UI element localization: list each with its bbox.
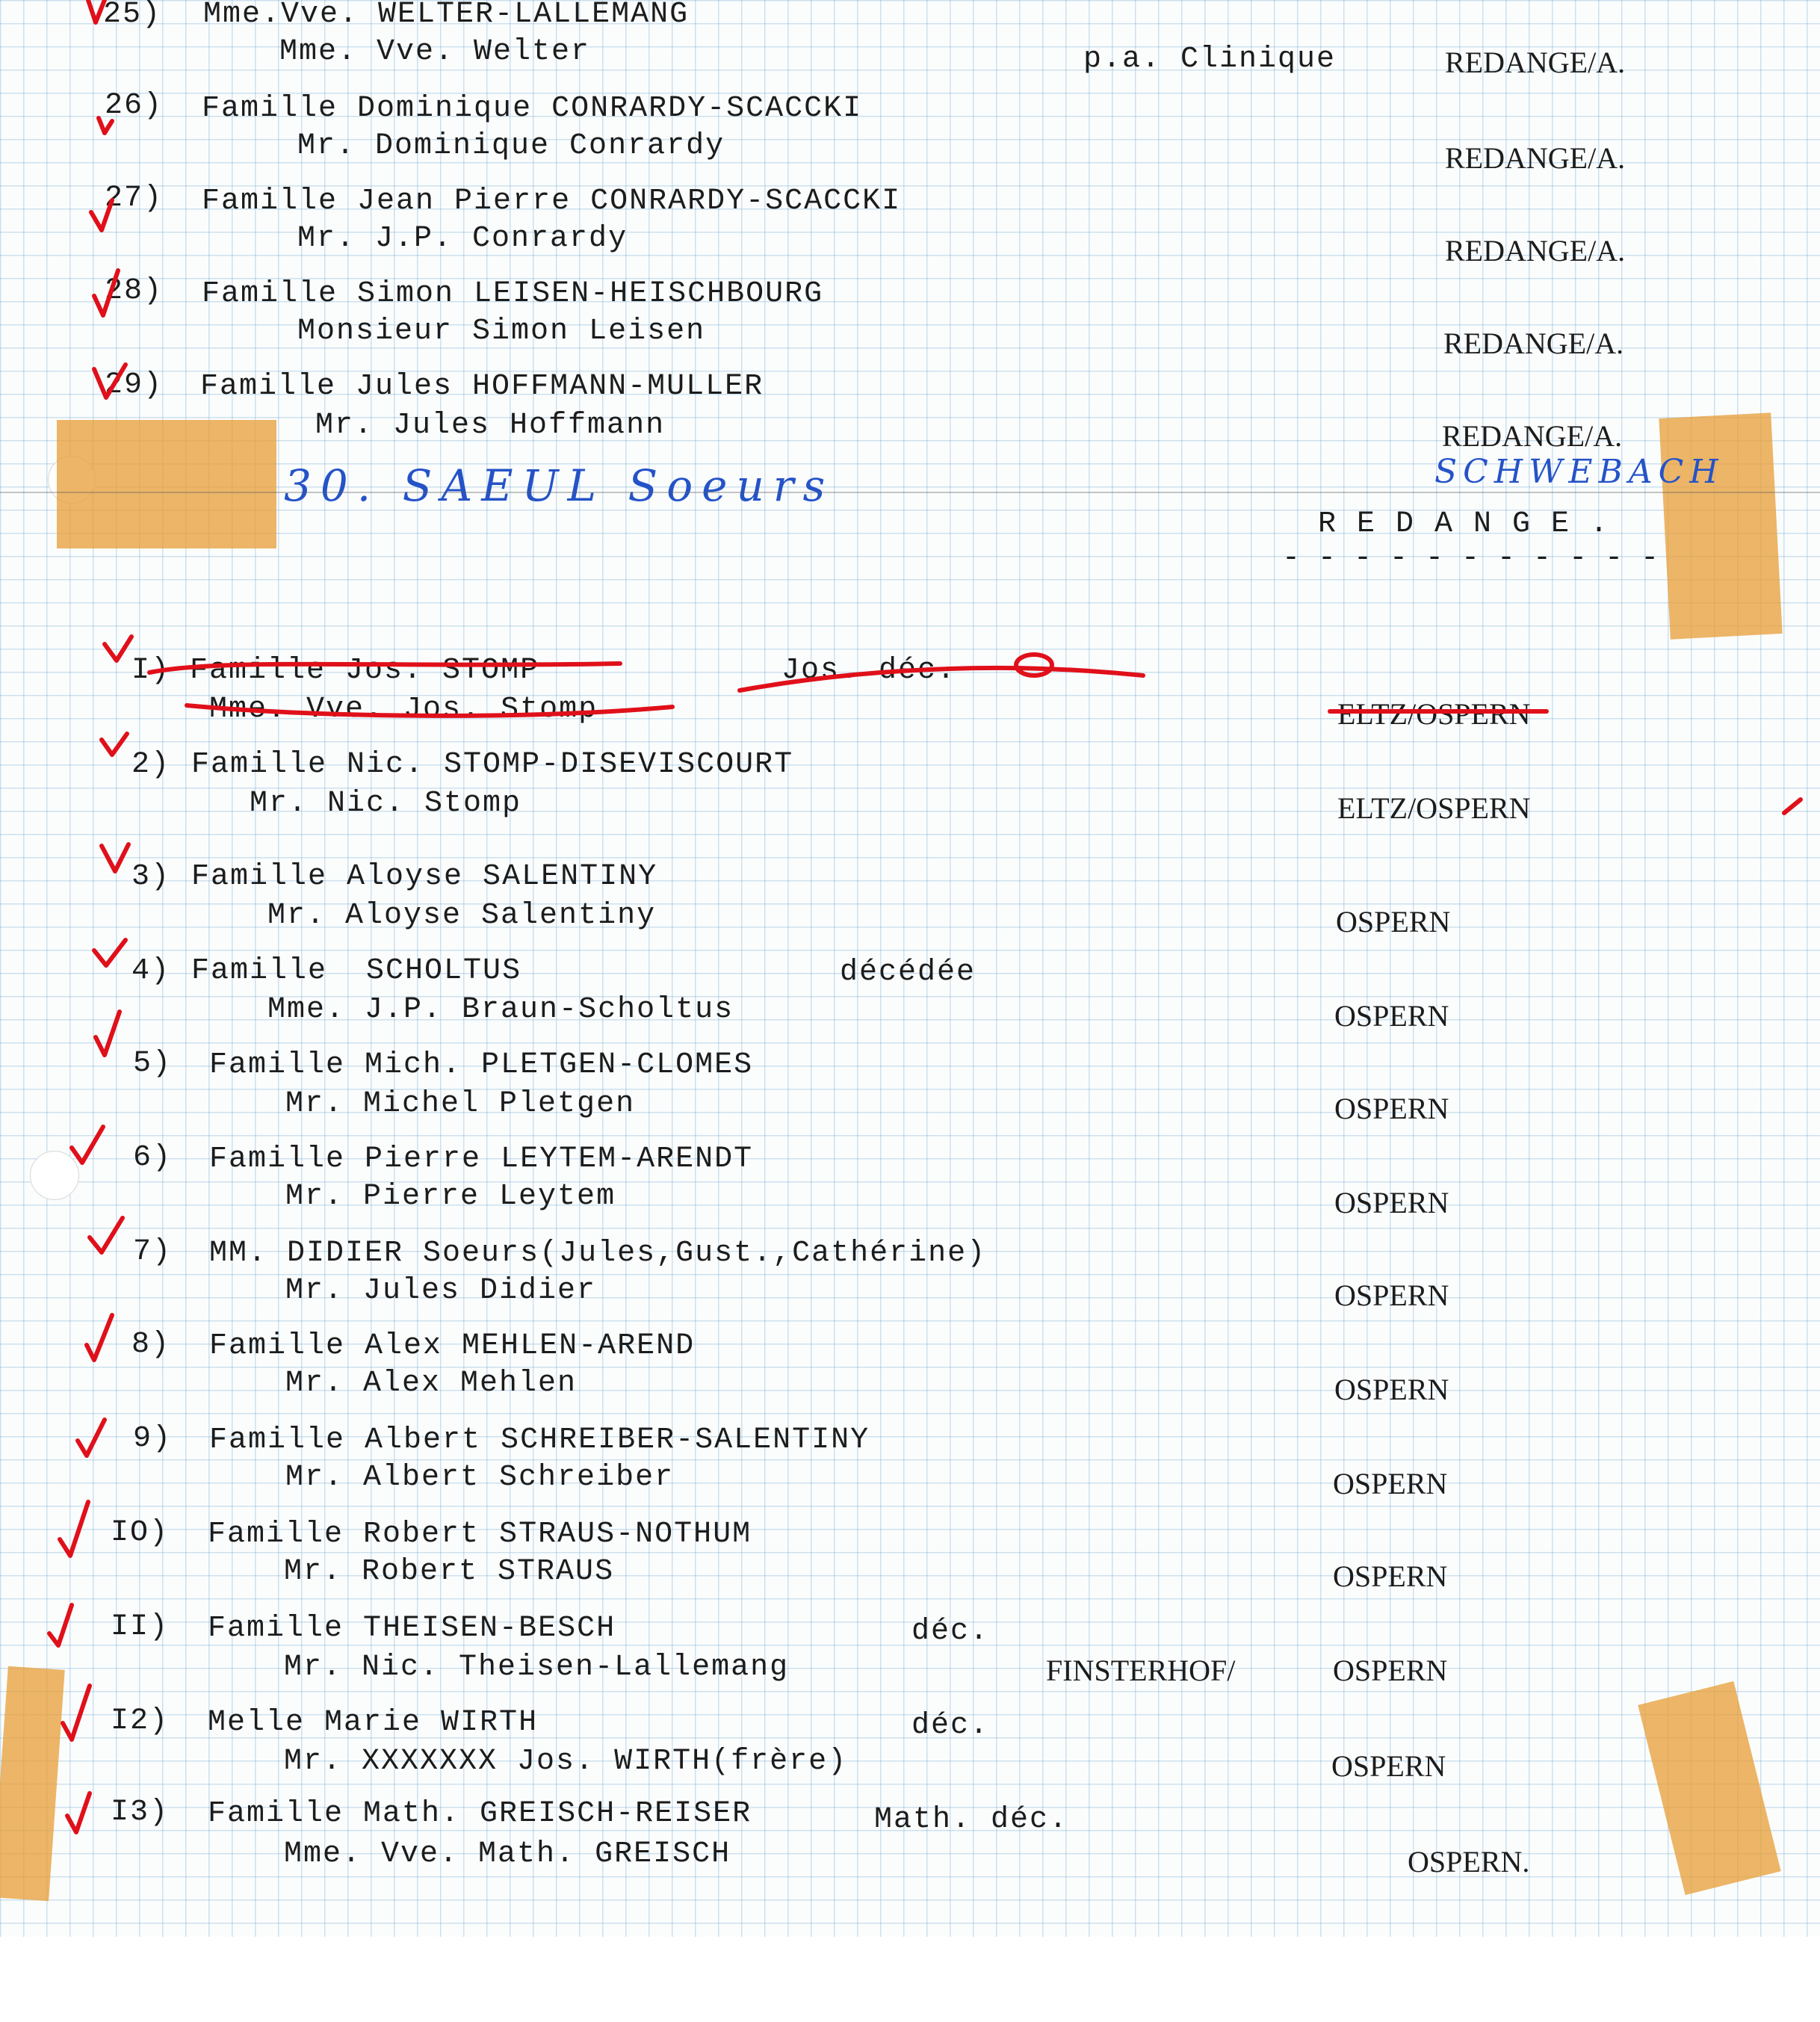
- entry-note: décédée: [840, 956, 976, 989]
- entry-family: Famille Jean Pierre CONRARDY-SCACCKI: [202, 185, 902, 218]
- entry-number: 25): [103, 0, 162, 31]
- entry-contact: Mme. Vve. Math. GREISCH: [284, 1837, 731, 1871]
- check-mark-icon: [91, 200, 112, 230]
- check-mark-icon: [60, 1502, 88, 1556]
- check-mark-icon: [94, 270, 118, 315]
- entry-number: 6): [133, 1141, 173, 1175]
- entry-number: 4): [131, 954, 171, 988]
- red-circle-mark: [1016, 655, 1052, 675]
- handwritten-note-30: 30. SAEUL Soeurs: [284, 460, 835, 511]
- entry-town: REDANGE/A.: [1445, 46, 1626, 79]
- entry-family: Famille Mich. PLETGEN-CLOMES: [209, 1048, 754, 1082]
- check-mark-icon: [99, 118, 112, 133]
- check-mark-icon: [63, 1686, 90, 1740]
- entry-town: OSPERN: [1334, 1186, 1449, 1219]
- check-mark-icon: [88, 0, 105, 22]
- entry-contact: Mr. Pierre Leytem: [285, 1180, 616, 1213]
- entry-contact: Mr. Michel Pletgen: [285, 1087, 636, 1121]
- entry-note-struck: Jos. déc.: [781, 654, 957, 687]
- section-title: R E D A N G E .: [1318, 507, 1610, 541]
- entry-contact: Mr. Alex Mehlen: [285, 1367, 578, 1400]
- entry-town: OSPERN: [1336, 905, 1451, 939]
- entry-town: ELTZ/OSPERN: [1337, 791, 1531, 825]
- entry-contact: Mr. Aloyse Salentiny: [267, 899, 657, 933]
- entry-note: déc.: [911, 1709, 990, 1743]
- entry-family: Famille Alex MEHLEN-AREND: [209, 1329, 696, 1363]
- entry-contact: Mr. Dominique Conrardy: [297, 129, 725, 163]
- entry-number: I3): [111, 1796, 170, 1829]
- entry-number: 7): [133, 1235, 173, 1269]
- entry-note: p.a. Clinique: [1083, 43, 1337, 76]
- entry-note: Math. déc.: [874, 1803, 1069, 1837]
- entry-town: REDANGE/A.: [1442, 419, 1623, 453]
- entry-number: II): [111, 1610, 170, 1644]
- entry-contact: Mr. Nic. Theisen-Lallemang: [284, 1651, 790, 1684]
- entry-family: MM. DIDIER Soeurs(Jules,Gust.,Cathérine): [209, 1237, 987, 1270]
- entry-town: REDANGE/A.: [1443, 327, 1624, 360]
- check-mark-icon: [90, 1218, 123, 1252]
- entry-contact: Mr. Jules Hoffmann: [315, 409, 666, 442]
- entry-town: OSPERN.: [1408, 1845, 1530, 1879]
- entry-number: IO): [111, 1516, 170, 1550]
- entry-number: 9): [133, 1422, 173, 1456]
- entry-contact: Mr. Nic. Stomp: [250, 787, 522, 820]
- entry-number: 2): [131, 748, 171, 782]
- entry-family: Famille Math. GREISCH-REISER: [208, 1797, 752, 1831]
- entry-contact: Mr. Albert Schreiber: [285, 1461, 675, 1494]
- entry-contact: Monsieur Simon Leisen: [297, 315, 706, 348]
- entry-town: OSPERN: [1334, 1373, 1449, 1406]
- entry-town: OSPERN: [1334, 999, 1449, 1033]
- entry-town: REDANGE/A.: [1445, 141, 1626, 175]
- entry-number: I): [131, 654, 171, 687]
- entry-town: OSPERN: [1333, 1467, 1448, 1500]
- entry-contact: Mme. Vve. Welter: [279, 35, 591, 69]
- entry-contact: Mr. XXXXXXX Jos. WIRTH(frère): [284, 1745, 848, 1778]
- section-underline: - - - - - - - - - - -: [1282, 542, 1659, 575]
- entry-contact: Mr. J.P. Conrardy: [297, 222, 628, 256]
- entry-family: Mme.Vve. WELTER-LALLEMANG: [203, 0, 690, 31]
- entry-note: déc.: [911, 1615, 990, 1648]
- check-mark-icon: [96, 1012, 120, 1055]
- entry-family: Famille THEISEN-BESCH: [208, 1612, 616, 1645]
- entry-town-struck: ELTZ/OSPERN: [1337, 697, 1531, 731]
- strikethrough-line: [740, 668, 1143, 690]
- check-mark-icon: [49, 1605, 72, 1645]
- entry-town: OSPERN: [1333, 1654, 1448, 1687]
- entry-town: OSPERN: [1333, 1559, 1448, 1593]
- entry-family: Famille SCHOLTUS: [191, 954, 522, 988]
- check-mark-icon: [102, 844, 129, 871]
- entry-family: Famille Jules HOFFMANN-MULLER: [200, 370, 764, 404]
- entry-number: 29): [105, 368, 164, 402]
- entry-family: Famille Albert SCHREIBER-SALENTINY: [209, 1423, 870, 1457]
- check-mark-icon: [87, 1315, 112, 1360]
- entry-number: I2): [111, 1704, 170, 1738]
- entry-number: 8): [131, 1328, 171, 1361]
- entry-town: OSPERN: [1334, 1092, 1449, 1125]
- entry-number: 27): [105, 182, 164, 215]
- strikethrough-line: [149, 664, 620, 673]
- check-mark-icon: [72, 1127, 103, 1163]
- strikethrough-line: [187, 705, 672, 716]
- entry-town: REDANGE/A.: [1445, 234, 1626, 268]
- check-mark-icon: [67, 1793, 90, 1832]
- entry-family: Famille Nic. STOMP-DISEVISCOURT: [191, 748, 794, 782]
- entry-contact: Mr. Robert STRAUS: [284, 1555, 615, 1589]
- entry-town: OSPERN: [1334, 1279, 1449, 1312]
- entry-family: Famille Dominique CONRARDY-SCACCKI: [202, 92, 863, 126]
- entry-number: 28): [105, 274, 164, 308]
- entry-contact-struck: Mme. Vve. Jos. Stomp: [209, 693, 598, 726]
- entry-family-struck: Famille Jos. STOMP: [190, 654, 540, 687]
- entry-contact: Mr. Jules Didier: [285, 1274, 597, 1308]
- entry-number: 26): [105, 89, 164, 123]
- entry-place: FINSTERHOF/: [1046, 1654, 1236, 1687]
- check-mark-icon: [1784, 800, 1801, 813]
- entry-town: OSPERN: [1331, 1749, 1446, 1783]
- entry-family: Melle Marie WIRTH: [208, 1706, 539, 1740]
- entry-number: 3): [131, 860, 171, 894]
- entry-family: Famille Aloyse SALENTINY: [191, 860, 658, 894]
- entry-family: Famille Robert STRAUS-NOTHUM: [208, 1518, 752, 1551]
- check-mark-icon: [94, 365, 126, 398]
- check-mark-icon: [94, 940, 126, 965]
- handwritten-schwebach: SCHWEBACH: [1434, 453, 1724, 491]
- check-mark-icon: [102, 734, 127, 755]
- entry-contact: Mme. J.P. Braun-Scholtus: [267, 993, 734, 1027]
- check-mark-icon: [105, 637, 131, 661]
- entry-family: Famille Pierre LEYTEM-ARENDT: [209, 1143, 754, 1176]
- check-mark-icon: [78, 1420, 105, 1456]
- entry-family: Famille Simon LEISEN-HEISCHBOURG: [202, 277, 824, 311]
- entry-number: 5): [133, 1047, 173, 1080]
